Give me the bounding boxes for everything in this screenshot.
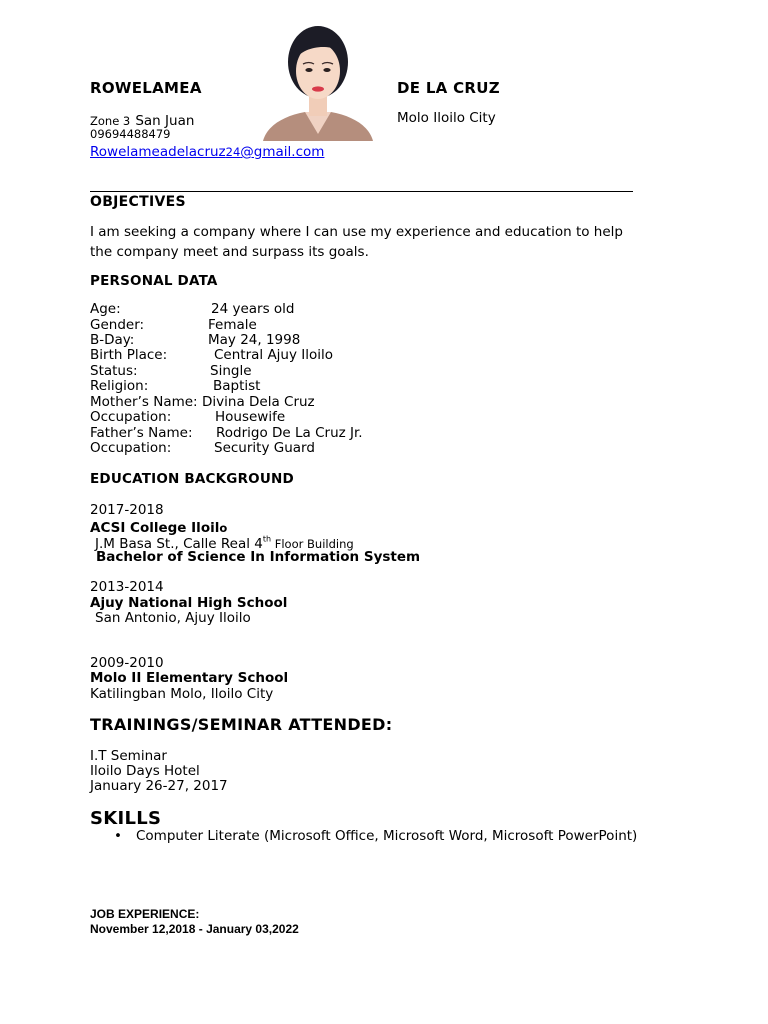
age-label: Age:	[90, 301, 121, 317]
mothers-name-label: Mother’s Name:	[90, 394, 198, 410]
mother-occupation-label: Occupation:	[90, 409, 172, 425]
elementary-years: 2009-2010	[90, 655, 164, 671]
personal-data-row	[90, 301, 295, 317]
last-name: DE LA CRUZ	[397, 79, 500, 97]
profile-photo	[253, 16, 383, 141]
personal-data-row	[90, 332, 301, 348]
birthplace-label: Birth Place:	[90, 347, 168, 363]
address-zone: Zone 3	[90, 114, 131, 128]
training-venue: Iloilo Days Hotel	[90, 763, 200, 779]
address-city: Molo Iloilo City	[397, 110, 496, 126]
college-course: Bachelor of Science In Information System	[96, 549, 421, 565]
religion-label: Religion:	[90, 378, 149, 394]
mothers-name-value: Divina Dela Cruz	[202, 394, 315, 410]
education-heading: EDUCATION BACKGROUND	[90, 471, 294, 487]
personal-data-row	[90, 317, 257, 333]
bullet-icon: •	[114, 828, 122, 844]
personal-data-row	[90, 363, 252, 379]
bday-value: May 24, 1998	[208, 332, 301, 348]
father-occupation-value: Security Guard	[214, 440, 315, 456]
email-link[interactable]: Rowelameadelacruz24@gmail.com	[90, 144, 325, 160]
training-title: I.T Seminar	[90, 748, 167, 764]
elementary-address: Katilingban Molo, Iloilo City	[90, 686, 274, 702]
objectives-heading: OBJECTIVES	[90, 194, 186, 210]
gender-value: Female	[208, 317, 257, 333]
personal-data-heading: PERSONAL DATA	[90, 273, 218, 289]
status-label: Status:	[90, 363, 138, 379]
fathers-name-value: Rodrigo De La Cruz Jr.	[216, 425, 363, 441]
high-school-years: 2013-2014	[90, 579, 164, 595]
personal-data-row	[90, 409, 286, 425]
job-experience-period: November 12,2018 - January 03,2022	[90, 922, 299, 936]
fathers-name-label: Father’s Name:	[90, 425, 193, 441]
email-line	[90, 141, 324, 160]
birthplace-value: Central Ajuy Iloilo	[214, 347, 334, 363]
personal-data-row	[90, 394, 315, 410]
section-divider	[90, 191, 633, 192]
high-school-name: Ajuy National High School	[90, 595, 288, 611]
college-name: ACSI College Iloilo	[90, 520, 228, 536]
gender-label: Gender:	[90, 317, 145, 333]
job-experience-heading: JOB EXPERIENCE:	[90, 907, 200, 921]
college-address: J.M Basa St., Calle Real 4th Floor Building	[95, 534, 354, 552]
religion-value: Baptist	[213, 378, 261, 394]
objectives-text: I am seeking a company where I can use my experience and education to help the company meet and surpass its goals.	[90, 224, 623, 260]
first-name: ROWELAMEA	[90, 79, 202, 97]
high-school-address: San Antonio, Ajuy Iloilo	[95, 610, 251, 626]
skills-heading: SKILLS	[90, 808, 162, 829]
phone-number: 09694488479	[90, 127, 171, 141]
college-years: 2017-2018	[90, 502, 164, 518]
personal-data-row	[90, 440, 315, 456]
skill-item: • Computer Literate (Microsoft Office, Microsoft Word, Microsoft PowerPoint)	[114, 828, 638, 844]
address-street: San Juan	[135, 113, 195, 129]
skills-list	[90, 829, 650, 845]
personal-data-row	[90, 425, 363, 441]
father-occupation-label: Occupation:	[90, 440, 172, 456]
elementary-name: Molo II Elementary School	[90, 670, 289, 686]
mother-occupation-value: Housewife	[215, 409, 286, 425]
status-value: Single	[210, 363, 252, 379]
trainings-heading: TRAININGS/SEMINAR ATTENDED:	[90, 715, 393, 734]
personal-data-row	[90, 347, 334, 363]
age-value: 24 years old	[211, 301, 295, 317]
bday-label: B-Day:	[90, 332, 135, 348]
training-date: January 26-27, 2017	[90, 778, 228, 794]
personal-data-row	[90, 378, 261, 394]
